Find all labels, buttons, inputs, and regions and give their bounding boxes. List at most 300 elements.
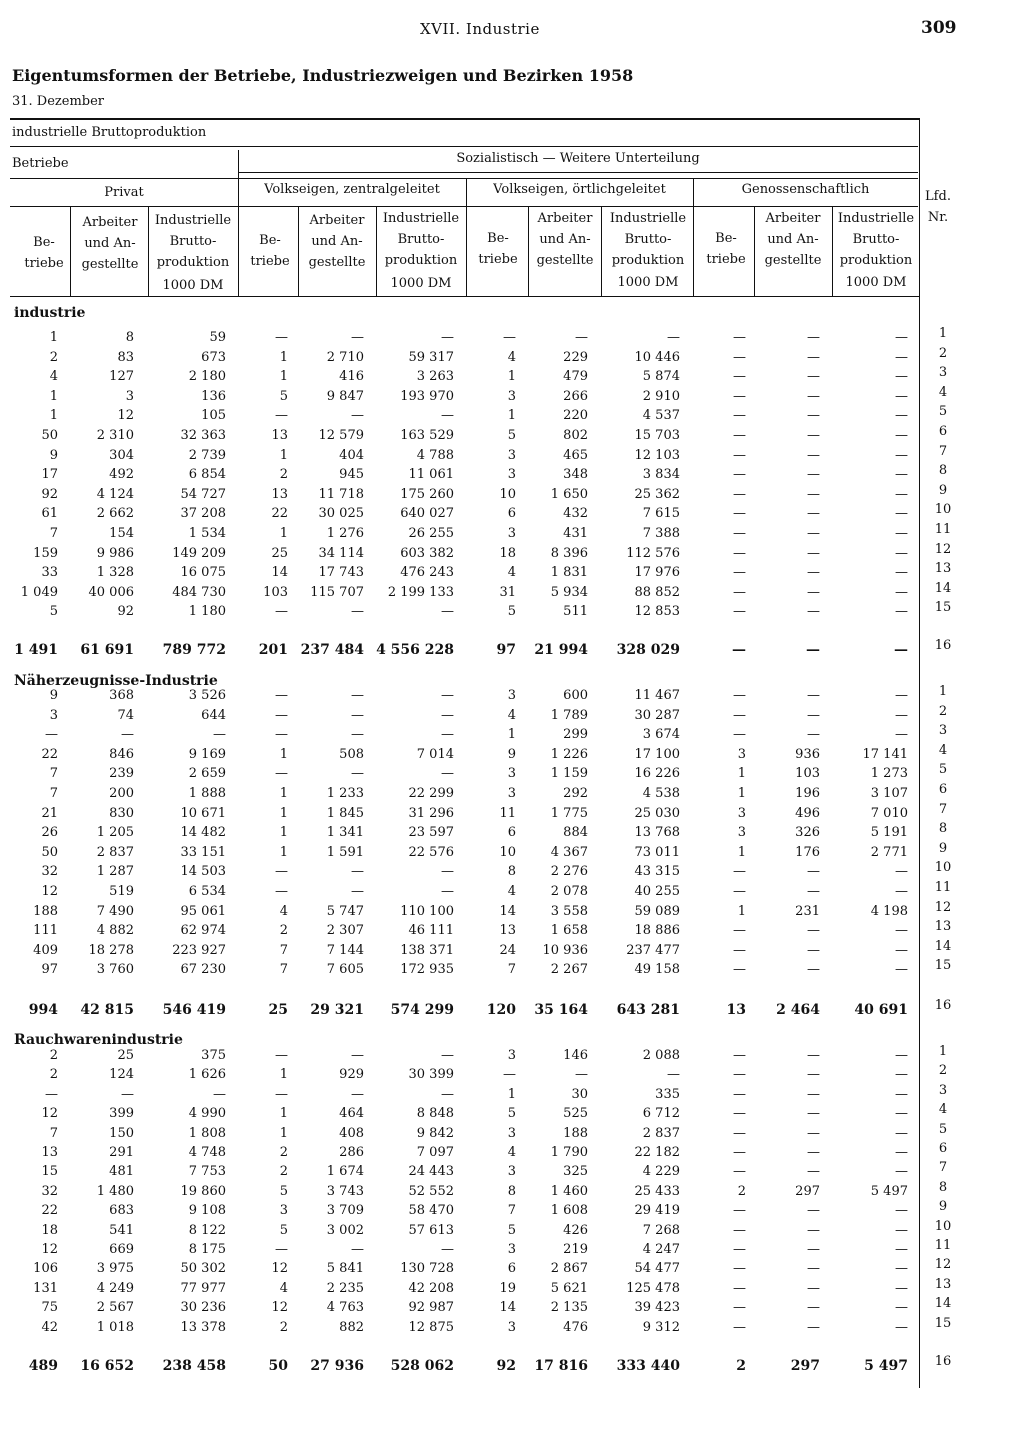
lfd-nr: 16	[934, 1354, 952, 1369]
cell-genossenschaft-betriebe: —	[733, 585, 746, 600]
cell-privat-brutto: 673	[201, 350, 226, 365]
cell-zentral-betriebe: 2	[279, 1145, 288, 1160]
cell-oertlich-betriebe: 10	[499, 487, 516, 502]
cell-privat-arbeiter: 4 249	[96, 1281, 134, 1296]
cell-oertlich-betriebe: 4	[507, 708, 516, 723]
cell-privat-brutto: 95 061	[180, 904, 226, 919]
cell-oertlich-arbeiter: 1 658	[550, 923, 588, 938]
cell-privat-arbeiter: 83	[117, 350, 134, 365]
cell-privat-arbeiter: 1 287	[96, 864, 134, 879]
header-rule-1	[10, 146, 918, 147]
cell-genossenschaft-brutto: —	[895, 1126, 908, 1141]
cell-zentral-brutto: —	[441, 1242, 454, 1257]
cell-genossenschaft-arbeiter: —	[807, 330, 820, 345]
cell-privat-arbeiter: 74	[117, 708, 134, 723]
cell-privat-brutto: 7 753	[188, 1164, 226, 1179]
cell-privat-brutto: 10 671	[180, 806, 226, 821]
cell-genossenschaft-arbeiter: —	[807, 1087, 820, 1102]
cell-privat-arbeiter: 399	[109, 1106, 134, 1121]
cell-genossenschaft-arbeiter: —	[807, 1320, 820, 1335]
subheader-arbeiter-privat: Arbeiter und An- gestellte	[81, 215, 139, 272]
cell-oertlich-betriebe: 3	[507, 786, 516, 801]
cell-genossenschaft-arbeiter: 103	[795, 766, 820, 781]
cell-privat-arbeiter: 368	[109, 688, 134, 703]
cell-oertlich-betriebe: 5	[507, 604, 516, 619]
cell-genossenschaft-betriebe: 3	[737, 747, 746, 762]
cell-genossenschaft-brutto: —	[895, 1242, 908, 1257]
cell-privat-betriebe: —	[45, 1087, 58, 1102]
cell-genossenschaft-betriebe: —	[733, 923, 746, 938]
total-zentral-brutto: 528 062	[390, 1358, 454, 1374]
cell-privat-betriebe: 2	[49, 1048, 58, 1063]
cell-genossenschaft-brutto: —	[895, 923, 908, 938]
lfd-nr: 6	[938, 1141, 948, 1156]
cell-zentral-arbeiter: 408	[339, 1126, 364, 1141]
cell-zentral-betriebe: 4	[279, 904, 288, 919]
cell-privat-arbeiter: 1 205	[96, 825, 134, 840]
cell-privat-arbeiter: 683	[109, 1203, 134, 1218]
cell-genossenschaft-arbeiter: —	[807, 1048, 820, 1063]
cell-oertlich-brutto: 29 419	[634, 1203, 680, 1218]
cell-oertlich-arbeiter: 426	[563, 1223, 588, 1238]
cell-privat-betriebe: 12	[41, 1106, 58, 1121]
cell-genossenschaft-arbeiter: —	[807, 1300, 820, 1315]
cell-zentral-brutto: 52 552	[408, 1184, 454, 1199]
cell-oertlich-arbeiter: 2 267	[550, 962, 588, 977]
cell-zentral-brutto: 57 613	[408, 1223, 454, 1238]
lfd-nr: 9	[938, 483, 948, 498]
lfd-nr: 9	[938, 841, 948, 856]
cell-privat-brutto: 6 854	[188, 467, 226, 482]
cell-zentral-brutto: 130 728	[400, 1261, 454, 1276]
cell-privat-betriebe: 1	[49, 330, 58, 345]
lfd-nr: 9	[938, 1199, 948, 1214]
cell-genossenschaft-brutto: —	[895, 330, 908, 345]
cell-zentral-arbeiter: 508	[339, 747, 364, 762]
cell-zentral-brutto: 26 255	[408, 526, 454, 541]
cell-privat-brutto: 105	[201, 408, 226, 423]
cell-privat-betriebe: 131	[33, 1281, 58, 1296]
cell-genossenschaft-brutto: —	[895, 526, 908, 541]
cell-privat-brutto: 8 122	[188, 1223, 226, 1238]
cell-oertlich-betriebe: 3	[507, 766, 516, 781]
cell-oertlich-brutto: 43 315	[634, 864, 680, 879]
cell-genossenschaft-brutto: —	[895, 448, 908, 463]
cell-zentral-arbeiter: 416	[339, 369, 364, 384]
cell-oertlich-arbeiter: 479	[563, 369, 588, 384]
lfd-nr: 2	[938, 704, 948, 719]
cell-privat-betriebe: 75	[41, 1300, 58, 1315]
cell-oertlich-betriebe: 3	[507, 389, 516, 404]
cell-genossenschaft-betriebe: —	[733, 389, 746, 404]
cell-oertlich-betriebe: 6	[507, 506, 516, 521]
lfd-nr: 7	[938, 802, 948, 817]
cell-oertlich-brutto: 59 089	[634, 904, 680, 919]
total-privat-brutto: 789 772	[162, 642, 226, 658]
cell-zentral-betriebe: 5	[279, 389, 288, 404]
cell-oertlich-betriebe: 31	[499, 585, 516, 600]
total-privat-arbeiter: 61 691	[80, 642, 134, 658]
cell-oertlich-brutto: 25 030	[634, 806, 680, 821]
cell-oertlich-arbeiter: 325	[563, 1164, 588, 1179]
cell-genossenschaft-arbeiter: 936	[795, 747, 820, 762]
sub-separator-7	[754, 206, 755, 296]
cell-zentral-brutto: —	[441, 604, 454, 619]
cell-oertlich-betriebe: 7	[507, 962, 516, 977]
cell-zentral-arbeiter: 17 743	[318, 565, 364, 580]
header-betriebe: Betriebe	[12, 156, 69, 171]
cell-zentral-arbeiter: 945	[339, 467, 364, 482]
cell-zentral-betriebe: 1	[279, 786, 288, 801]
cell-zentral-arbeiter: —	[351, 1087, 364, 1102]
cell-zentral-brutto: —	[441, 688, 454, 703]
cell-oertlich-arbeiter: 525	[563, 1106, 588, 1121]
cell-zentral-brutto: 175 260	[400, 487, 454, 502]
cell-genossenschaft-betriebe: 1	[737, 904, 746, 919]
cell-genossenschaft-arbeiter: —	[807, 727, 820, 742]
cell-zentral-betriebe: 12	[271, 1261, 288, 1276]
cell-oertlich-betriebe: —	[503, 330, 516, 345]
header-volkseigen-oertlich: Volkseigen, örtlichgeleitet	[493, 182, 666, 197]
cell-zentral-arbeiter: 9 847	[326, 389, 364, 404]
cell-oertlich-brutto: 15 703	[634, 428, 680, 443]
cell-oertlich-betriebe: 7	[507, 1203, 516, 1218]
cell-zentral-betriebe: 13	[271, 487, 288, 502]
cell-zentral-arbeiter: 7 605	[326, 962, 364, 977]
cell-genossenschaft-arbeiter: —	[807, 1281, 820, 1296]
sub-separator-5	[528, 206, 529, 296]
cell-zentral-betriebe: 2	[279, 1164, 288, 1179]
subheader-unit-genossenschaft: 1000 DM	[845, 275, 907, 290]
cell-zentral-brutto: —	[441, 330, 454, 345]
cell-oertlich-arbeiter: 219	[563, 1242, 588, 1257]
total-zentral-brutto: 574 299	[390, 1002, 454, 1018]
cell-zentral-betriebe: —	[275, 1087, 288, 1102]
lfd-nr: 1	[938, 684, 948, 699]
cell-zentral-brutto: 603 382	[400, 546, 454, 561]
cell-zentral-betriebe: 7	[279, 962, 288, 977]
cell-privat-betriebe: 32	[41, 1184, 58, 1199]
cell-oertlich-brutto: 17 100	[634, 747, 680, 762]
cell-oertlich-arbeiter: 2 867	[550, 1261, 588, 1276]
cell-oertlich-brutto: 4 538	[642, 786, 680, 801]
cell-privat-brutto: 644	[201, 708, 226, 723]
cell-zentral-arbeiter: 5 747	[326, 904, 364, 919]
cell-zentral-arbeiter: —	[351, 604, 364, 619]
cell-genossenschaft-brutto: —	[895, 1261, 908, 1276]
cell-zentral-brutto: 138 371	[400, 943, 454, 958]
cell-genossenschaft-brutto: —	[895, 467, 908, 482]
cell-privat-betriebe: 92	[41, 487, 58, 502]
lfd-nr: 8	[938, 821, 948, 836]
cell-zentral-brutto: —	[441, 727, 454, 742]
cell-genossenschaft-brutto: —	[895, 389, 908, 404]
total-oertlich-arbeiter: 17 816	[534, 1358, 588, 1374]
cell-zentral-brutto: 30 399	[408, 1067, 454, 1082]
cell-oertlich-betriebe: 3	[507, 467, 516, 482]
cell-genossenschaft-betriebe: 3	[737, 825, 746, 840]
cell-oertlich-arbeiter: 600	[563, 688, 588, 703]
total-zentral-arbeiter: 27 936	[310, 1358, 364, 1374]
cell-oertlich-brutto: 6 712	[642, 1106, 680, 1121]
cell-oertlich-brutto: 2 837	[642, 1126, 680, 1141]
cell-genossenschaft-brutto: —	[895, 565, 908, 580]
cell-genossenschaft-arbeiter: 326	[795, 825, 820, 840]
cell-zentral-betriebe: —	[275, 688, 288, 703]
lfd-nr: 10	[934, 502, 952, 517]
sub-separator-4	[376, 206, 377, 296]
cell-zentral-brutto: 42 208	[408, 1281, 454, 1296]
cell-oertlich-betriebe: 3	[507, 448, 516, 463]
cell-genossenschaft-betriebe: 1	[737, 766, 746, 781]
lfd-nr: 16	[934, 638, 952, 653]
cell-oertlich-arbeiter: 30	[571, 1087, 588, 1102]
cell-oertlich-arbeiter: 146	[563, 1048, 588, 1063]
cell-genossenschaft-betriebe: —	[733, 506, 746, 521]
cell-zentral-brutto: 163 529	[400, 428, 454, 443]
cell-zentral-brutto: 12 875	[408, 1320, 454, 1335]
lfd-nr: 14	[934, 1296, 952, 1311]
lfd-nr: 11	[934, 522, 952, 537]
cell-privat-brutto: —	[213, 1087, 226, 1102]
cell-zentral-betriebe: 1	[279, 806, 288, 821]
cell-genossenschaft-brutto: —	[895, 1223, 908, 1238]
cell-oertlich-brutto: 40 255	[634, 884, 680, 899]
total-genossenschaft-brutto: 40 691	[854, 1002, 908, 1018]
cell-oertlich-arbeiter: 1 790	[550, 1145, 588, 1160]
cell-oertlich-betriebe: 4	[507, 350, 516, 365]
cell-oertlich-brutto: 25 362	[634, 487, 680, 502]
cell-oertlich-betriebe: 3	[507, 1320, 516, 1335]
cell-genossenschaft-arbeiter: —	[807, 604, 820, 619]
cell-privat-betriebe: 159	[33, 546, 58, 561]
cell-oertlich-brutto: 12 103	[634, 448, 680, 463]
cell-privat-betriebe: 1	[49, 408, 58, 423]
cell-oertlich-brutto: 4 229	[642, 1164, 680, 1179]
cell-genossenschaft-brutto: —	[895, 708, 908, 723]
cell-zentral-arbeiter: 882	[339, 1320, 364, 1335]
lfd-nr: 16	[934, 998, 952, 1013]
subheader-brutto-privat: Industrielle Brutto- produktion	[154, 213, 232, 270]
cell-genossenschaft-betriebe: —	[733, 604, 746, 619]
cell-oertlich-arbeiter: 292	[563, 786, 588, 801]
cell-oertlich-betriebe: 8	[507, 1184, 516, 1199]
cell-genossenschaft-arbeiter: —	[807, 350, 820, 365]
page-number: 309	[921, 18, 957, 38]
cell-genossenschaft-brutto: —	[895, 1300, 908, 1315]
cell-zentral-brutto: 24 443	[408, 1164, 454, 1179]
header-volkseigen-zentral: Volkseigen, zentralgeleitet	[264, 182, 440, 197]
lfd-nr: 4	[938, 385, 948, 400]
cell-privat-brutto: 50 302	[180, 1261, 226, 1276]
cell-privat-betriebe: 4	[49, 369, 58, 384]
cell-zentral-brutto: 31 296	[408, 806, 454, 821]
cell-privat-arbeiter: 2 662	[96, 506, 134, 521]
cell-zentral-brutto: 193 970	[400, 389, 454, 404]
cell-genossenschaft-betriebe: —	[733, 1320, 746, 1335]
cell-oertlich-arbeiter: —	[575, 1067, 588, 1082]
cell-genossenschaft-brutto: —	[895, 727, 908, 742]
cell-privat-arbeiter: 4 124	[96, 487, 134, 502]
cell-oertlich-betriebe: 18	[499, 546, 516, 561]
cell-zentral-arbeiter: 404	[339, 448, 364, 463]
cell-privat-arbeiter: 519	[109, 884, 134, 899]
lfd-nr: 4	[938, 743, 948, 758]
cell-zentral-betriebe: 1	[279, 825, 288, 840]
lfd-nr: 3	[938, 723, 948, 738]
cell-zentral-betriebe: 14	[271, 565, 288, 580]
cell-oertlich-arbeiter: 188	[563, 1126, 588, 1141]
cell-oertlich-betriebe: 3	[507, 1126, 516, 1141]
cell-oertlich-brutto: 22 182	[634, 1145, 680, 1160]
cell-oertlich-arbeiter: 884	[563, 825, 588, 840]
total-oertlich-arbeiter: 35 164	[534, 1002, 588, 1018]
section-title: Näherzeugnisse-Industrie	[14, 673, 218, 689]
cell-genossenschaft-betriebe: —	[733, 546, 746, 561]
cell-privat-brutto: 14 503	[180, 864, 226, 879]
cell-genossenschaft-betriebe: 3	[737, 806, 746, 821]
cell-zentral-arbeiter: 34 114	[318, 546, 364, 561]
cell-genossenschaft-arbeiter: —	[807, 1261, 820, 1276]
cell-genossenschaft-arbeiter: —	[807, 923, 820, 938]
lfd-nr: 13	[934, 919, 952, 934]
cell-privat-brutto: 1 180	[188, 604, 226, 619]
cell-privat-arbeiter: 3 760	[96, 962, 134, 977]
cell-oertlich-arbeiter: 299	[563, 727, 588, 742]
cell-zentral-arbeiter: 2 710	[326, 350, 364, 365]
cell-privat-betriebe: 7	[49, 1126, 58, 1141]
cell-zentral-brutto: 8 848	[416, 1106, 454, 1121]
cell-privat-betriebe: 97	[41, 962, 58, 977]
cell-genossenschaft-betriebe: —	[733, 330, 746, 345]
cell-zentral-arbeiter: —	[351, 727, 364, 742]
cell-genossenschaft-brutto: 17 141	[862, 747, 908, 762]
cell-oertlich-brutto: 17 976	[634, 565, 680, 580]
cell-genossenschaft-brutto: —	[895, 506, 908, 521]
sub-separator-8	[832, 206, 833, 296]
cell-privat-betriebe: 26	[41, 825, 58, 840]
cell-zentral-arbeiter: —	[351, 330, 364, 345]
cell-privat-betriebe: 7	[49, 526, 58, 541]
cell-privat-brutto: 13 378	[180, 1320, 226, 1335]
cell-privat-betriebe: 1 049	[20, 585, 58, 600]
total-oertlich-brutto: 328 029	[616, 642, 680, 658]
cell-genossenschaft-arbeiter: 176	[795, 845, 820, 860]
cell-oertlich-brutto: 112 576	[626, 546, 680, 561]
cell-genossenschaft-arbeiter: —	[807, 1203, 820, 1218]
cell-zentral-brutto: 7 097	[416, 1145, 454, 1160]
lfd-nr: 12	[934, 1257, 952, 1272]
cell-genossenschaft-arbeiter: —	[807, 448, 820, 463]
cell-privat-arbeiter: 8	[125, 330, 134, 345]
cell-oertlich-arbeiter: 2 276	[550, 864, 588, 879]
cell-privat-brutto: 16 075	[180, 565, 226, 580]
cell-genossenschaft-betriebe: —	[733, 884, 746, 899]
cell-genossenschaft-betriebe: —	[733, 1164, 746, 1179]
cell-zentral-arbeiter: 1 845	[326, 806, 364, 821]
cell-privat-betriebe: 3	[49, 708, 58, 723]
cell-zentral-betriebe: 1	[279, 1067, 288, 1082]
lfd-nr: 2	[938, 1063, 948, 1078]
subheader-arbeiter-oertlich: Arbeiter und An- gestellte	[536, 211, 594, 268]
cell-genossenschaft-betriebe: —	[733, 1223, 746, 1238]
cell-oertlich-betriebe: 4	[507, 1145, 516, 1160]
cell-zentral-betriebe: 4	[279, 1281, 288, 1296]
cell-privat-betriebe: 33	[41, 565, 58, 580]
lfd-nr: 13	[934, 561, 952, 576]
cell-oertlich-brutto: 13 768	[634, 825, 680, 840]
cell-privat-brutto: 3 526	[188, 688, 226, 703]
cell-genossenschaft-brutto: —	[895, 487, 908, 502]
lfd-nr: 1	[938, 1044, 948, 1059]
cell-genossenschaft-brutto: 3 107	[870, 786, 908, 801]
cell-zentral-betriebe: —	[275, 330, 288, 345]
cell-zentral-betriebe: —	[275, 708, 288, 723]
cell-privat-brutto: 375	[201, 1048, 226, 1063]
cell-zentral-brutto: 46 111	[408, 923, 454, 938]
cell-genossenschaft-arbeiter: 496	[795, 806, 820, 821]
cell-zentral-brutto: 476 243	[400, 565, 454, 580]
cell-zentral-brutto: 59 317	[408, 350, 454, 365]
cell-genossenschaft-arbeiter: —	[807, 688, 820, 703]
lfd-nr: 7	[938, 1160, 948, 1175]
cell-privat-arbeiter: 200	[109, 786, 134, 801]
lfd-nr: 15	[934, 958, 952, 973]
cell-oertlich-arbeiter: 465	[563, 448, 588, 463]
lfd-nr: 15	[934, 1316, 952, 1331]
total-privat-brutto: 546 419	[162, 1002, 226, 1018]
cell-privat-betriebe: 7	[49, 786, 58, 801]
total-zentral-betriebe: 25	[268, 1002, 288, 1018]
cell-zentral-betriebe: —	[275, 1048, 288, 1063]
cell-privat-brutto: 1 626	[188, 1067, 226, 1082]
cell-genossenschaft-arbeiter: —	[807, 546, 820, 561]
cell-genossenschaft-betriebe: —	[733, 1300, 746, 1315]
cell-genossenschaft-arbeiter: —	[807, 1106, 820, 1121]
cell-privat-arbeiter: 4 882	[96, 923, 134, 938]
cell-genossenschaft-brutto: 7 010	[870, 806, 908, 821]
cell-oertlich-betriebe: 5	[507, 428, 516, 443]
cell-oertlich-brutto: 3 834	[642, 467, 680, 482]
cell-genossenschaft-betriebe: —	[733, 708, 746, 723]
cell-privat-brutto: 149 209	[172, 546, 226, 561]
subheader-unit-zentral: 1000 DM	[390, 276, 452, 291]
header-sozialistisch: Sozialistisch — Weitere Unterteilung	[456, 151, 700, 166]
total-genossenschaft-betriebe: 2	[736, 1358, 746, 1374]
header-rule-top	[10, 118, 920, 120]
cell-privat-arbeiter: 154	[109, 526, 134, 541]
cell-privat-brutto: 9 108	[188, 1203, 226, 1218]
cell-oertlich-arbeiter: 511	[563, 604, 588, 619]
cell-genossenschaft-brutto: —	[895, 369, 908, 384]
cell-oertlich-betriebe: 4	[507, 884, 516, 899]
cell-privat-brutto: 4 990	[188, 1106, 226, 1121]
cell-privat-brutto: 1 888	[188, 786, 226, 801]
cell-zentral-betriebe: 2	[279, 1320, 288, 1335]
cell-zentral-brutto: —	[441, 408, 454, 423]
cell-zentral-betriebe: 1	[279, 350, 288, 365]
cell-privat-betriebe: 188	[33, 904, 58, 919]
cell-zentral-arbeiter: 2 307	[326, 923, 364, 938]
total-privat-betriebe: 489	[28, 1358, 58, 1374]
cell-genossenschaft-brutto: —	[895, 1048, 908, 1063]
cell-genossenschaft-betriebe: —	[733, 487, 746, 502]
cell-privat-arbeiter: 492	[109, 467, 134, 482]
cell-privat-betriebe: 7	[49, 766, 58, 781]
cell-zentral-betriebe: 1	[279, 845, 288, 860]
cell-genossenschaft-betriebe: —	[733, 1145, 746, 1160]
cell-genossenschaft-arbeiter: —	[807, 369, 820, 384]
